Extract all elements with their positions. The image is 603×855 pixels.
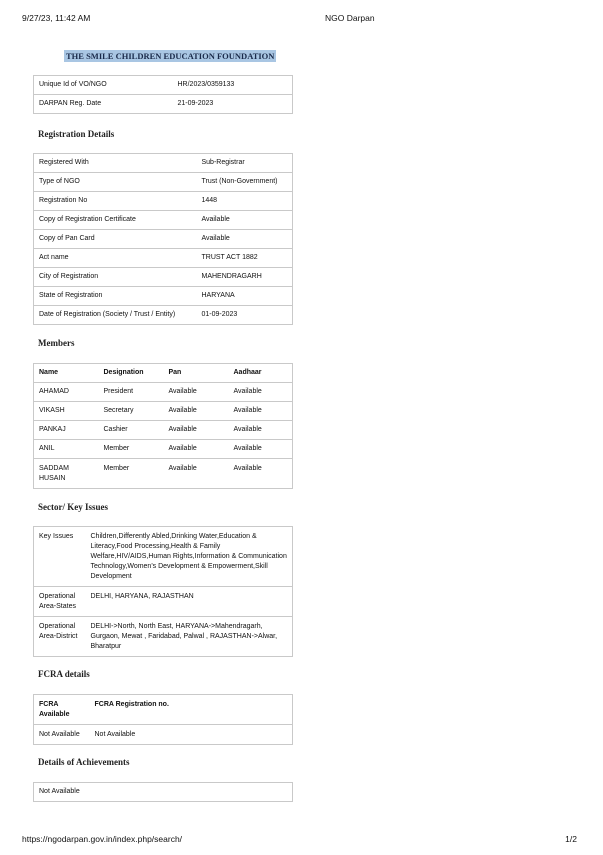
member-aadhaar: Available	[229, 459, 293, 489]
member-designation: Cashier	[99, 421, 164, 440]
member-pan: Available	[164, 459, 229, 489]
id-value: HR/2023/0359133	[173, 76, 293, 95]
print-site-name: NGO Darpan	[325, 13, 375, 23]
member-pan: Available	[164, 402, 229, 421]
table-row	[34, 173, 293, 192]
field-value: Available	[197, 211, 293, 230]
field-label: City of Registration	[34, 268, 197, 287]
column-header: FCRA Registration no.	[90, 695, 293, 725]
members-table	[33, 363, 293, 489]
table-row	[34, 440, 293, 459]
member-aadhaar: Available	[229, 402, 293, 421]
field-label: Copy of Registration Certificate	[34, 211, 197, 230]
member-aadhaar: Available	[229, 383, 293, 402]
member-aadhaar: Available	[229, 421, 293, 440]
table-row	[34, 402, 293, 421]
member-pan: Available	[164, 440, 229, 459]
column-header: Name	[34, 364, 99, 383]
registration-section-title: Registration Details	[38, 129, 115, 139]
member-name: AHAMAD	[34, 383, 99, 402]
field-label: Operational Area-States	[34, 587, 86, 617]
member-aadhaar: Available	[229, 440, 293, 459]
field-label: Act name	[34, 249, 197, 268]
field-value: Sub-Registrar	[197, 154, 293, 173]
table-row	[34, 249, 293, 268]
field-value: 1448	[197, 192, 293, 211]
member-designation: Member	[99, 459, 164, 489]
table-header-row	[34, 695, 293, 725]
id-value: 21-09-2023	[173, 95, 293, 114]
page-url: https://ngodarpan.gov.in/index.php/search/	[22, 834, 183, 844]
table-row	[34, 230, 293, 249]
member-pan: Available	[164, 383, 229, 402]
table-row	[34, 192, 293, 211]
id-label: Unique Id of VO/NGO	[34, 76, 173, 95]
table-row	[34, 287, 293, 306]
registration-table	[33, 153, 293, 325]
column-header: Designation	[99, 364, 164, 383]
table-row	[34, 725, 293, 745]
field-value: Children,Differently Abled,Drinking Water,Education & Literacy,Food Processing,Health & Family Welfare,HIV/AIDS,Human Rights,Information & Communication Technology,Women's Development & Empowerment,Skill Development	[86, 527, 293, 587]
field-value: HARYANA	[197, 287, 293, 306]
member-designation: President	[99, 383, 164, 402]
table-row	[34, 211, 293, 230]
achievements-section-title: Details of Achievements	[38, 757, 130, 767]
table-row	[34, 306, 293, 325]
table-row	[34, 527, 293, 587]
table-row	[34, 268, 293, 287]
member-designation: Secretary	[99, 402, 164, 421]
field-value: Available	[197, 230, 293, 249]
field-label: Copy of Pan Card	[34, 230, 197, 249]
fcra-table	[33, 694, 293, 745]
table-row	[34, 783, 293, 802]
id-label: DARPAN Reg. Date	[34, 95, 173, 114]
field-value: Trust (Non-Government)	[197, 173, 293, 192]
field-label: Type of NGO	[34, 173, 197, 192]
fcra-section-title: FCRA details	[38, 669, 90, 679]
sector-section-title: Sector/ Key Issues	[38, 502, 108, 512]
table-row	[34, 421, 293, 440]
table-row	[34, 76, 293, 95]
member-name: SADDAM HUSAIN	[34, 459, 99, 489]
column-header: FCRA Available	[34, 695, 90, 725]
id-table	[33, 75, 293, 114]
field-label: Date of Registration (Society / Trust / Entity)	[34, 306, 197, 325]
achievements-table	[33, 782, 293, 802]
field-label: Operational Area-District	[34, 617, 86, 657]
table-header-row	[34, 364, 293, 383]
field-value: DELHI, HARYANA, RAJASTHAN	[86, 587, 293, 617]
member-name: PANKAJ	[34, 421, 99, 440]
table-row	[34, 95, 293, 114]
field-label: Registration No	[34, 192, 197, 211]
members-section-title: Members	[38, 338, 75, 348]
table-row	[34, 154, 293, 173]
field-label: Registered With	[34, 154, 197, 173]
table-row	[34, 587, 293, 617]
fcra-registration-value: Not Available	[90, 725, 293, 745]
column-header: Pan	[164, 364, 229, 383]
field-value: DELHI->North, North East, HARYANA->Mahendragarh, Gurgaon, Mewat , Faridabad, Palwal , RAJASTHAN->Alwar, Bharatpur	[86, 617, 293, 657]
field-label: State of Registration	[34, 287, 197, 306]
member-name: VIKASH	[34, 402, 99, 421]
column-header: Aadhaar	[229, 364, 293, 383]
table-row	[34, 459, 293, 489]
field-value: 01-09-2023	[197, 306, 293, 325]
field-value: MAHENDRAGARH	[197, 268, 293, 287]
achievements-value: Not Available	[34, 783, 293, 802]
member-pan: Available	[164, 421, 229, 440]
page-number: 1/2	[565, 834, 577, 844]
member-designation: Member	[99, 440, 164, 459]
field-value: TRUST ACT 1882	[197, 249, 293, 268]
print-datetime: 9/27/23, 11:42 AM	[22, 13, 91, 23]
sector-table	[33, 526, 293, 657]
table-row	[34, 617, 293, 657]
fcra-available-value: Not Available	[34, 725, 90, 745]
field-label: Key Issues	[34, 527, 86, 587]
member-name: ANIL	[34, 440, 99, 459]
table-row	[34, 383, 293, 402]
organization-name: THE SMILE CHILDREN EDUCATION FOUNDATION	[66, 51, 275, 61]
